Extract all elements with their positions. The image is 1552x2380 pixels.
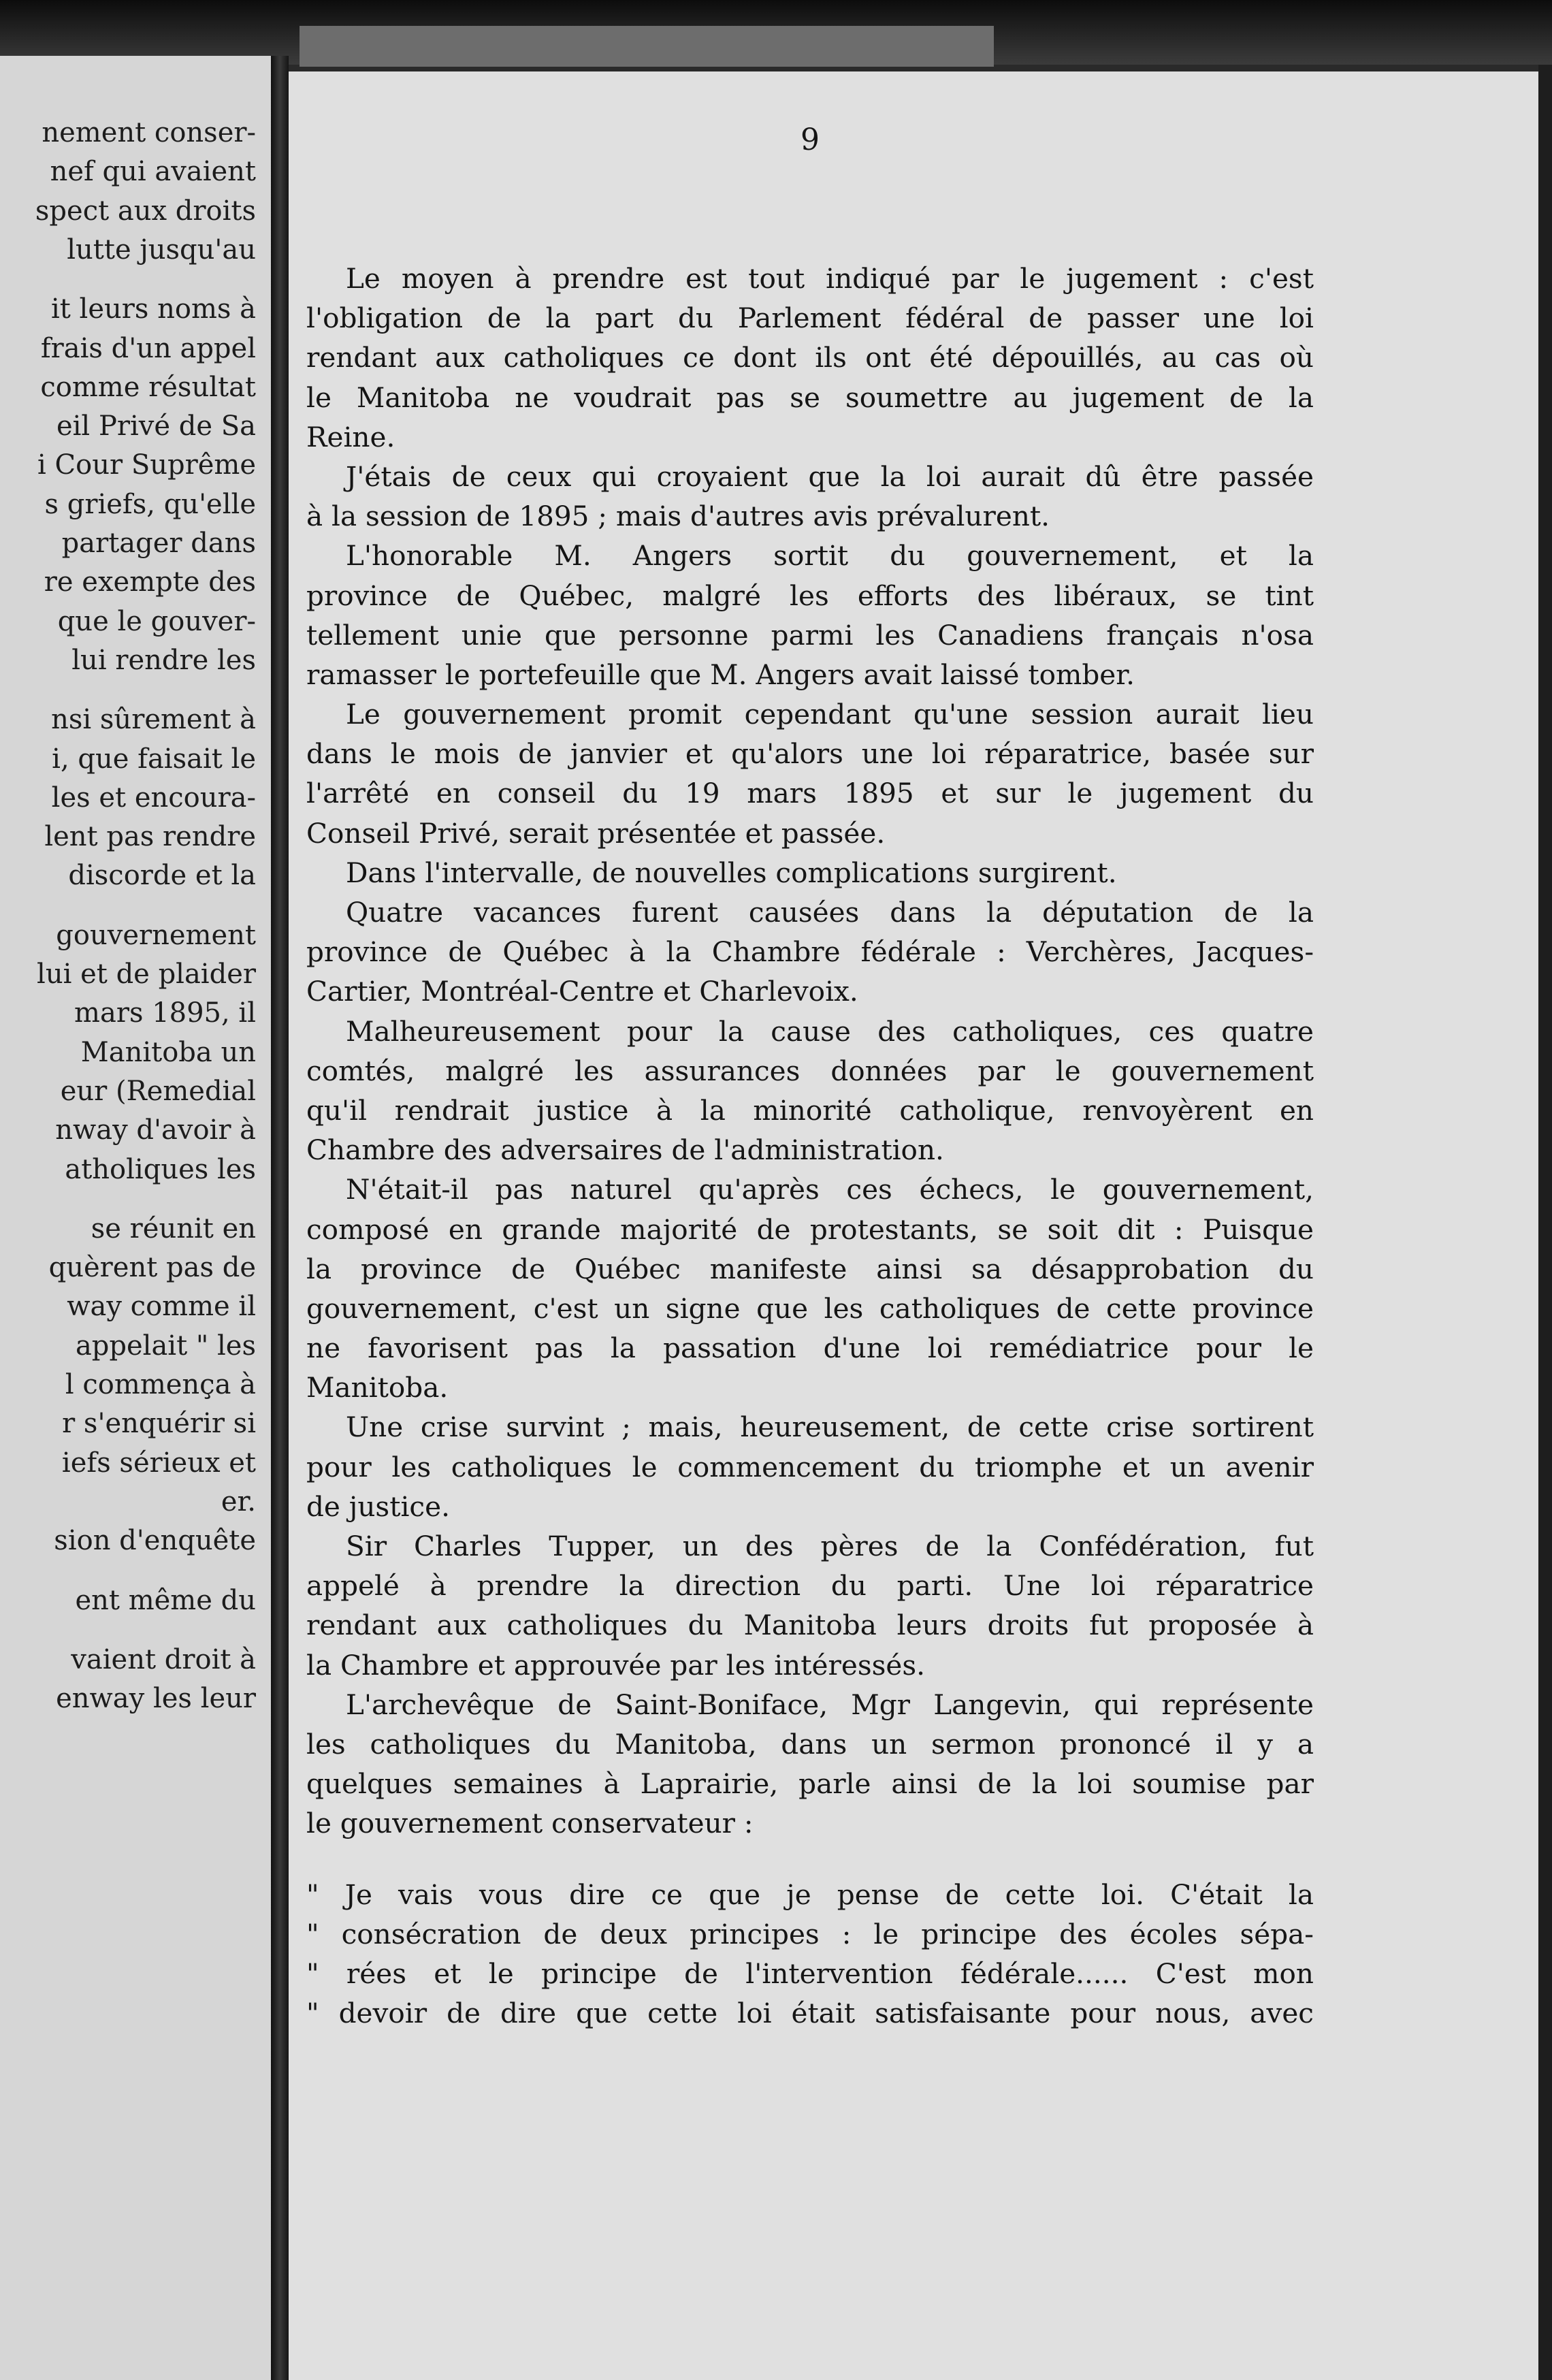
text-line: Reine.	[306, 420, 395, 453]
left-page-line: i Cour Suprême	[37, 449, 256, 481]
text-line: Cartier, Montréal-Centre et Charlevoix.	[306, 975, 858, 1008]
text-line: Dans l'intervalle, de nouvelles complications surgirent.	[346, 856, 1117, 889]
text-line: l'obligation de la part du Parlement fédéral de passer une loi	[306, 302, 1314, 335]
text-line: rendant aux catholiques du Manitoba leurs droits fut proposée à	[306, 1609, 1314, 1642]
quote-line: " devoir de dire que cette loi était satisfaisante pour nous, avec	[306, 1997, 1314, 2030]
text-line: ramasser le portefeuille que M. Angers avait laissé tomber.	[306, 658, 1135, 691]
text-line: les catholiques du Manitoba, dans un sermon prononcé il y a	[306, 1727, 1314, 1760]
text-line: gouvernement, c'est un signe que les catholiques de cette province	[306, 1291, 1314, 1325]
left-page-line: spect aux droits	[35, 195, 256, 227]
left-page-line: nway d'avoir à	[55, 1114, 256, 1146]
left-page-line: atholiques les	[65, 1153, 256, 1185]
text-line: N'était-il pas naturel qu'après ces échecs, le gouvernement,	[346, 1173, 1314, 1206]
text-line: la province de Québec manifeste ainsi sa désapprobation du	[306, 1252, 1314, 1285]
quote-line: " Je vais vous dire ce que je pense de cette loi. C'était la	[306, 1878, 1314, 1911]
left-page-line: it leurs noms à	[50, 293, 256, 325]
left-page-line: lutte jusqu'au	[67, 234, 256, 266]
left-page-line: frais d'un appel	[40, 332, 256, 364]
left-page-line: sion d'enquête	[54, 1525, 256, 1557]
film-border-right	[1538, 65, 1552, 2380]
text-line: province de Québec à la Chambre fédérale : Verchères, Jacques-	[306, 935, 1314, 969]
text-line: Manitoba.	[306, 1371, 449, 1404]
left-page-line: lui et de plaider	[37, 959, 256, 990]
film-strip	[300, 26, 994, 67]
quote-line: " consécration de deux principes : le principe des écoles sépa-	[306, 1917, 1314, 1950]
left-page-line: lui rendre les	[71, 644, 256, 676]
text-line: dans le mois de janvier et qu'alors une loi réparatrice, basée sur	[306, 737, 1314, 771]
text-line: pour les catholiques le commencement du triomphe et un avenir	[306, 1450, 1314, 1483]
text-line: le gouvernement conservateur :	[306, 1807, 754, 1840]
text-line: Une crise survint ; mais, heureusement, de cette crise sortirent	[346, 1411, 1314, 1444]
left-page-line: nement conser-	[42, 117, 256, 148]
text-line: l'arrêté en conseil du 19 mars 1895 et sur le jugement du	[306, 777, 1314, 810]
quote-line: " rées et le principe de l'intervention fédérale...... C'est mon	[306, 1957, 1314, 1990]
text-line: ne favorisent pas la passation d'une loi remédiatrice pour le	[306, 1332, 1314, 1365]
left-page-line: que le gouver-	[57, 605, 256, 637]
text-line: Conseil Privé, serait présentée et passée.	[306, 816, 886, 850]
text-line: Sir Charles Tupper, un des pères de la Confédération, fut	[346, 1530, 1314, 1562]
left-page-line: eil Privé de Sa	[56, 411, 256, 443]
quote-spacer	[306, 1844, 1314, 1875]
left-page-line: quèrent pas de	[48, 1252, 256, 1284]
left-page-line: enway les leur	[56, 1683, 256, 1715]
text-line: J'étais de ceux qui croyaient que la loi aurait dû être passée	[346, 460, 1314, 493]
text-line: quelques semaines à Laprairie, parle ainsi de la loi soumise par	[306, 1767, 1314, 1801]
left-page-line: nsi sûrement à	[51, 704, 256, 736]
text-line: composé en grande majorité de protestants, se soit dit : Puisque	[306, 1212, 1314, 1246]
left-page-line: er.	[221, 1485, 256, 1517]
text-line: L'archevêque de Saint-Boniface, Mgr Langevin, qui représente	[346, 1688, 1314, 1721]
left-page-line: appelait " les	[75, 1330, 256, 1362]
left-page-line: re exempte des	[44, 566, 256, 598]
body-text	[306, 259, 1314, 2033]
text-line: le Manitoba ne voudrait pas se soumettre au jugement de la	[306, 381, 1314, 414]
left-page-line: lent pas rendre	[44, 821, 256, 853]
text-line: qu'il rendrait justice à la minorité catholique, renvoyèrent en	[306, 1093, 1314, 1127]
left-page-line: se réunit en	[91, 1212, 256, 1244]
text-line: Malheureusement pour la cause des catholiques, ces quatre	[346, 1014, 1314, 1048]
left-page-fragment	[0, 56, 271, 2380]
text-line: comtés, malgré les assurances données par le gouvernement	[306, 1054, 1314, 1087]
left-page-line: s griefs, qu'elle	[44, 488, 256, 520]
left-page-line: iefs sérieux et	[61, 1447, 256, 1479]
text-line: L'honorable M. Angers sortit du gouvernement, et la	[346, 539, 1314, 573]
text-line: Le moyen à prendre est tout indiqué par le jugement : c'est	[346, 262, 1314, 295]
book-spine	[271, 56, 289, 2380]
left-page-line: discorde et la	[68, 860, 256, 892]
text-line: à la session de 1895 ; mais d'autres avis prévalurent.	[306, 500, 1050, 533]
left-page-line: ent même du	[75, 1584, 256, 1616]
left-page-line: nef qui avaient	[50, 156, 256, 188]
text-line: appelé à prendre la direction du parti. Une loi réparatrice	[306, 1569, 1314, 1603]
left-page-line: l commença à	[65, 1369, 256, 1400]
text-line: Le gouvernement promit cependant qu'une session aurait lieu	[346, 698, 1314, 731]
left-page-line: les et encoura-	[51, 782, 256, 814]
left-page-line: Manitoba un	[80, 1036, 256, 1068]
text-line: rendant aux catholiques ce dont ils ont été dépouillés, au cas où	[306, 341, 1314, 374]
text-line: Chambre des adversaires de l'administration.	[306, 1133, 944, 1167]
left-page-line: eur (Remedial	[60, 1075, 256, 1107]
text-line: de justice.	[306, 1490, 450, 1523]
left-page-line: r s'enquérir si	[62, 1408, 256, 1440]
text-line: la Chambre et approuvée par les intéressés.	[306, 1648, 926, 1682]
left-page-line: vaient droit à	[71, 1643, 256, 1675]
text-line: tellement unie que personne parmi les Canadiens français n'osa	[306, 618, 1314, 652]
text-line: province de Québec, malgré les efforts des libéraux, se tint	[306, 579, 1314, 612]
left-page-line: gouvernement	[56, 919, 256, 951]
text-line: Quatre vacances furent causées dans la députation de la	[346, 896, 1314, 929]
left-page-line: mars 1895, il	[74, 997, 256, 1029]
left-page-line: way comme il	[67, 1291, 256, 1323]
left-page-line: comme résultat	[40, 371, 256, 403]
page-number: 9	[801, 123, 820, 157]
left-page-line: partager dans	[61, 528, 256, 559]
left-page-line: i, que faisait le	[52, 743, 256, 775]
